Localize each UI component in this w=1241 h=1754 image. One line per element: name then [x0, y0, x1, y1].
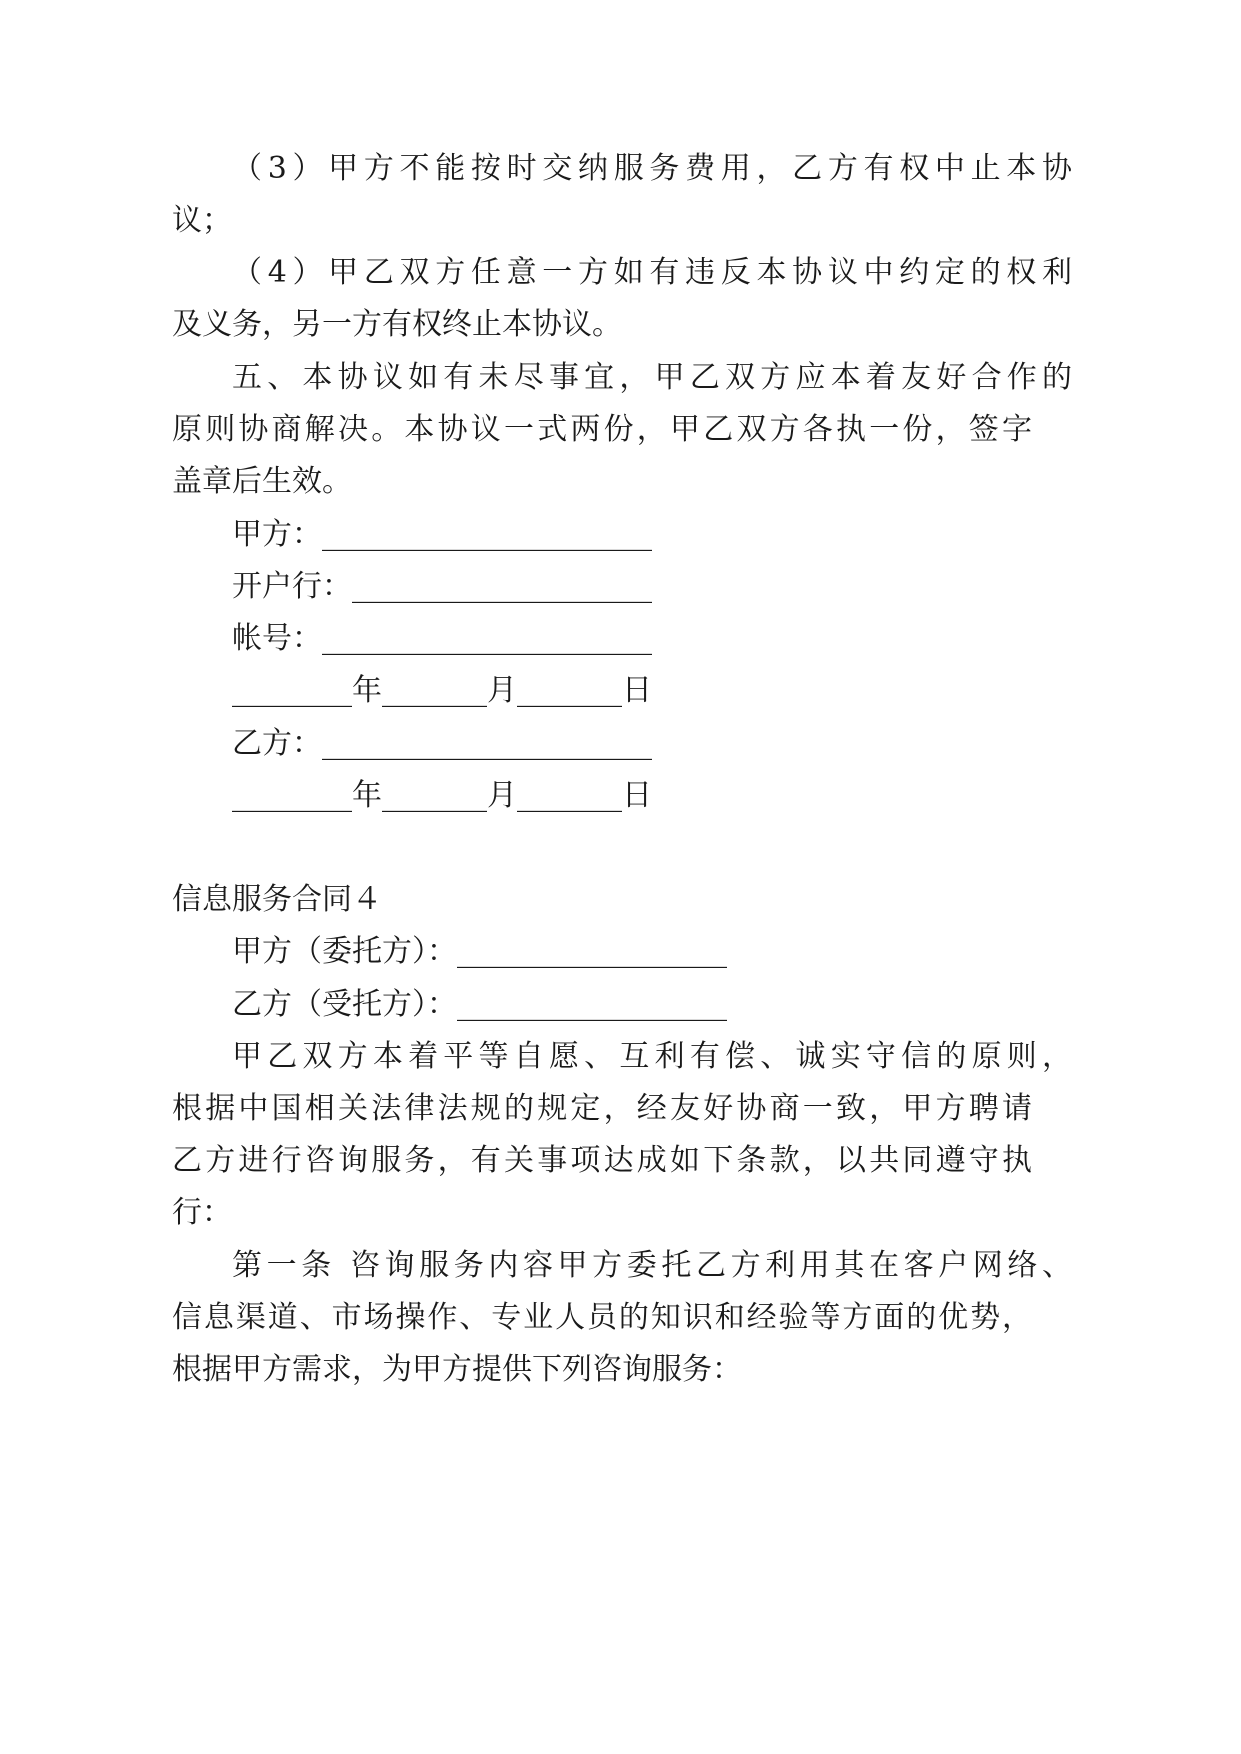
clause-3-line-1: （3）甲方不能按时交纳服务费用，乙方有权中止本协: [232, 151, 1072, 186]
preamble-line-4: 行：: [172, 1195, 232, 1230]
article-5-line-2: 原则协商解决。本协议一式两份，甲乙双方各执一份，签字: [172, 412, 1032, 447]
article-1-line-3: 根据甲方需求，为甲方提供下列咨询服务：: [172, 1352, 742, 1387]
party-a-client-line: 甲方（委托方）：__________________: [232, 934, 727, 969]
account-number-line: 帐号：______________________: [232, 621, 652, 656]
party-a-signature-line: 甲方：______________________: [232, 517, 652, 552]
article-5-line-1: 五、本协议如有未尽事宜，甲乙双方应本着友好合作的: [232, 360, 1072, 395]
date-line-2: ________年_______月_______日: [232, 778, 652, 813]
clause-4-line-1: （4）甲乙双方任意一方如有违反本协议中约定的权利: [232, 255, 1072, 290]
preamble-line-3: 乙方进行咨询服务，有关事项达成如下条款，以共同遵守执: [172, 1143, 1032, 1178]
party-b-signature-line: 乙方：______________________: [232, 726, 652, 761]
preamble-line-1: 甲乙双方本着平等自愿、互利有偿、诚实守信的原则，: [232, 1039, 1072, 1074]
preamble-line-2: 根据中国相关法律法规的规定，经友好协商一致，甲方聘请: [172, 1091, 1032, 1126]
article-5-line-3: 盖章后生效。: [172, 464, 352, 499]
article-1-line-1: 第一条 咨询服务内容甲方委托乙方利用其在客户网络、: [232, 1248, 1072, 1283]
clause-4-line-2: 及义务，另一方有权终止本协议。: [172, 307, 622, 342]
article-1-line-2: 信息渠道、市场操作、专业人员的知识和经验等方面的优势，: [172, 1300, 1032, 1335]
contract-title: 信息服务合同４: [172, 882, 382, 917]
date-line-1: ________年_______月_______日: [232, 673, 652, 708]
clause-3-line-2: 议；: [172, 203, 232, 238]
bank-line: 开户行：____________________: [232, 569, 652, 604]
party-b-agent-line: 乙方（受托方）：__________________: [232, 987, 727, 1022]
